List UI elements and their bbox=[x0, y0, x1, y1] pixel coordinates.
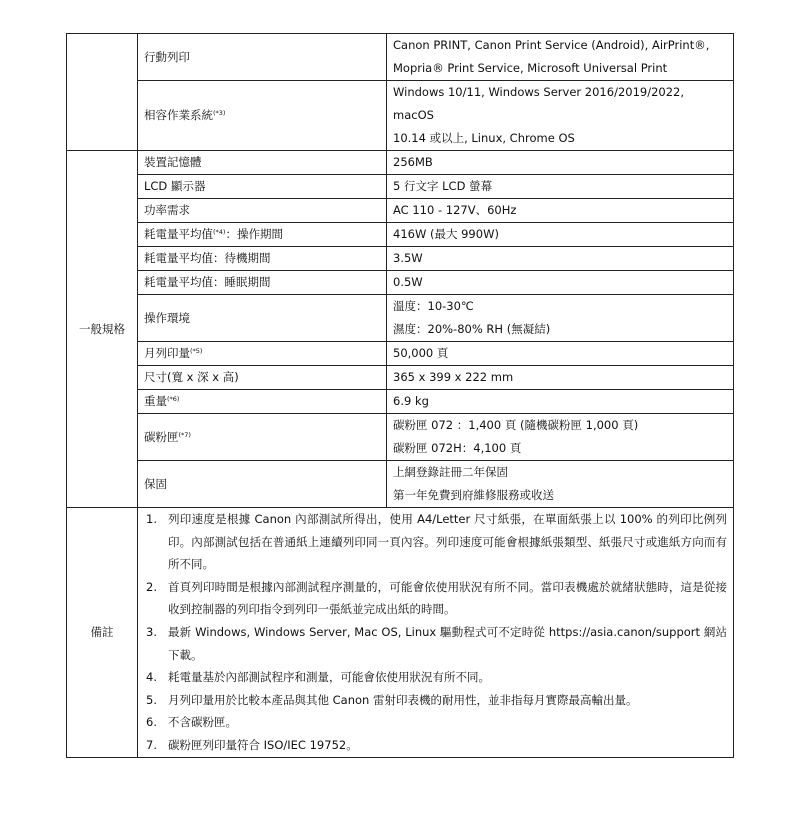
note-text: 碳粉匣列印量符合 ISO/IEC 19752。 bbox=[168, 737, 358, 752]
category-general: 一般規格 bbox=[67, 151, 138, 508]
spec-row-footnote-ref: (*7) bbox=[178, 430, 191, 439]
spec-row-value bbox=[387, 366, 734, 390]
spec-row-value bbox=[387, 223, 734, 247]
note-item bbox=[144, 621, 727, 666]
spec-row-value-line: 濕度：20%-80% RH (無凝結) bbox=[393, 322, 551, 336]
note-item bbox=[144, 508, 727, 576]
spec-row bbox=[67, 271, 734, 295]
spec-row-label-text: LCD 顯示器 bbox=[144, 179, 206, 193]
spec-row-value bbox=[387, 247, 734, 271]
note-text: 不含碳粉匣。 bbox=[168, 715, 237, 730]
spec-row-value-line: 碳粉匣 072 ：1,400 頁 (隨機碳粉匣 1,000 頁) bbox=[393, 418, 639, 432]
spec-row-label bbox=[138, 366, 387, 390]
spec-row-value bbox=[387, 81, 734, 151]
note-text: 月列印量用於比較本產品與其他 Canon 雷射印表機的耐用性，並非指每月實際最高輸出量。 bbox=[168, 692, 638, 707]
spec-row-label bbox=[138, 175, 387, 199]
note-number: 2. bbox=[146, 579, 157, 594]
spec-row bbox=[67, 414, 734, 461]
spec-row-value bbox=[387, 390, 734, 414]
spec-row bbox=[67, 342, 734, 366]
spec-row-label-suffix: ：操作期間 bbox=[225, 227, 283, 241]
spec-row-label bbox=[138, 81, 387, 151]
spec-row-value-line: Canon PRINT, Canon Print Service (Android), AirPrint®, bbox=[393, 38, 710, 52]
spec-row-label-text: 耗電量平均值 bbox=[144, 227, 213, 241]
spec-table-body bbox=[67, 34, 734, 758]
spec-row-label bbox=[138, 414, 387, 461]
spec-row-label-text: 尺寸(寬 x 深 x 高) bbox=[144, 370, 239, 384]
notes-list bbox=[144, 508, 727, 757]
spec-row-label bbox=[138, 342, 387, 366]
note-item bbox=[144, 689, 727, 712]
spec-row-value bbox=[387, 271, 734, 295]
spec-row bbox=[67, 366, 734, 390]
spec-row-footnote-ref: (*5) bbox=[190, 347, 203, 355]
spec-row bbox=[67, 81, 734, 151]
spec-row-value-line: 416W (最大 990W) bbox=[393, 227, 499, 241]
spec-row bbox=[67, 461, 734, 508]
note-number: 3. bbox=[146, 624, 157, 639]
spec-row-label bbox=[138, 271, 387, 295]
note-number: 1. bbox=[146, 512, 157, 526]
spec-row-value-line: 3.5W bbox=[393, 251, 423, 265]
spec-row-value-line: Windows 10/11, Windows Server 2016/2019/2022, macOS bbox=[393, 85, 685, 122]
spec-row-value-line: 365 x 399 x 222 mm bbox=[393, 370, 514, 384]
spec-row-value bbox=[387, 199, 734, 223]
spec-row-label-text: 相容作業系統 bbox=[144, 108, 213, 122]
spec-row-value bbox=[387, 461, 734, 508]
spec-row-label-text: 操作環境 bbox=[144, 310, 190, 325]
spec-row bbox=[67, 223, 734, 247]
spec-row-value-line: 溫度：10-30℃ bbox=[393, 299, 474, 313]
note-number: 5. bbox=[146, 692, 157, 707]
spec-row-label-text: 耗電量平均值：待機期間 bbox=[144, 251, 271, 265]
note-text: 首頁列印時間是根據內部測試程序測量的，可能會依使用狀況有所不同。當印表機處於就緒狀態時，這是從接收到控制器的列印指令到列印一張紙並完成出紙的時間。 bbox=[168, 579, 727, 617]
spec-row-value-line: 上網登錄註冊二年保固 bbox=[393, 465, 508, 479]
notes-cell bbox=[138, 508, 734, 758]
spec-row-value-line: 第一年免費到府維修服務或收送 bbox=[393, 488, 554, 502]
spec-row-label-text: 裝置記憶體 bbox=[144, 155, 202, 169]
spec-row-value-line: 50,000 頁 bbox=[393, 346, 449, 360]
spec-row-label-text: 行動列印 bbox=[144, 49, 190, 64]
note-text: 耗電量基於內部測試程序和測量，可能會依使用狀況有所不同。 bbox=[168, 670, 490, 685]
spec-row bbox=[67, 295, 734, 342]
spec-row-value-line: AC 110 - 127V、60Hz bbox=[393, 203, 517, 217]
spec-row-label bbox=[138, 390, 387, 414]
spec-row-label bbox=[138, 34, 387, 81]
notes-row bbox=[67, 508, 734, 758]
spec-row-value-line: 0.5W bbox=[393, 275, 423, 289]
spec-row bbox=[67, 247, 734, 271]
spec-row bbox=[67, 199, 734, 223]
spec-row bbox=[67, 175, 734, 199]
category-blank bbox=[67, 34, 138, 151]
note-text: 最新 Windows, Windows Server, Mac OS, Linux 驅動程式可不定時從 https://asia.canon/support 網站下載。 bbox=[168, 624, 727, 662]
spec-row-footnote-ref: (*4) bbox=[213, 228, 226, 236]
spec-row-label bbox=[138, 199, 387, 223]
spec-row-value-line: 10.14 或以上, Linux, Chrome OS bbox=[393, 131, 575, 145]
note-item bbox=[144, 576, 727, 621]
spec-row-label bbox=[138, 247, 387, 271]
spec-row-label-text: 碳粉匣 bbox=[144, 429, 179, 444]
spec-row-label-text: 耗電量平均值：睡眠期間 bbox=[144, 275, 271, 289]
spec-row-label-text: 重量 bbox=[144, 394, 167, 408]
note-number: 7. bbox=[146, 737, 157, 752]
spec-table bbox=[66, 33, 734, 758]
spec-row-value bbox=[387, 34, 734, 81]
spec-row-value bbox=[387, 151, 734, 175]
spec-row-value bbox=[387, 295, 734, 342]
spec-row bbox=[67, 34, 734, 81]
note-item bbox=[144, 711, 727, 734]
spec-row-label bbox=[138, 295, 387, 342]
spec-row-label-text: 月列印量 bbox=[144, 346, 190, 360]
category-notes: 備註 bbox=[67, 508, 138, 758]
spec-row-label bbox=[138, 223, 387, 247]
spec-row-value-line: 5 行文字 LCD 螢幕 bbox=[393, 179, 493, 193]
spec-row-value bbox=[387, 414, 734, 461]
spec-row-footnote-ref: (*6) bbox=[167, 395, 180, 403]
spec-row-value-line: 256MB bbox=[393, 155, 433, 169]
spec-row-value bbox=[387, 175, 734, 199]
note-item bbox=[144, 734, 727, 757]
spec-row-label bbox=[138, 461, 387, 508]
spec-row-value-line: 碳粉匣 072H：4,100 頁 bbox=[393, 441, 522, 455]
note-number: 6. bbox=[146, 715, 157, 730]
spec-row-value-line: 6.9 kg bbox=[393, 394, 429, 408]
note-text: 列印速度是根據 Canon 內部測試所得出，使用 A4/Letter 尺寸紙張，在單面紙張上以 100% 的列印比例列印。內部測試包括在普通紙上連續列印同一頁內容。列印速度可能會根據紙張類型、紙張尺寸或進紙方向而有所不同。 bbox=[168, 512, 727, 572]
spec-row-footnote-ref: (*3) bbox=[213, 109, 226, 117]
spec-row-label bbox=[138, 151, 387, 175]
spec-row-label-text: 保固 bbox=[144, 476, 167, 491]
spec-row-value-line: Mopria® Print Service, Microsoft Universal Print bbox=[393, 61, 668, 75]
spec-row-label-text: 功率需求 bbox=[144, 203, 190, 217]
note-number: 4. bbox=[146, 670, 157, 685]
note-item bbox=[144, 666, 727, 689]
spec-row-value bbox=[387, 342, 734, 366]
spec-row bbox=[67, 390, 734, 414]
spec-row bbox=[67, 151, 734, 175]
